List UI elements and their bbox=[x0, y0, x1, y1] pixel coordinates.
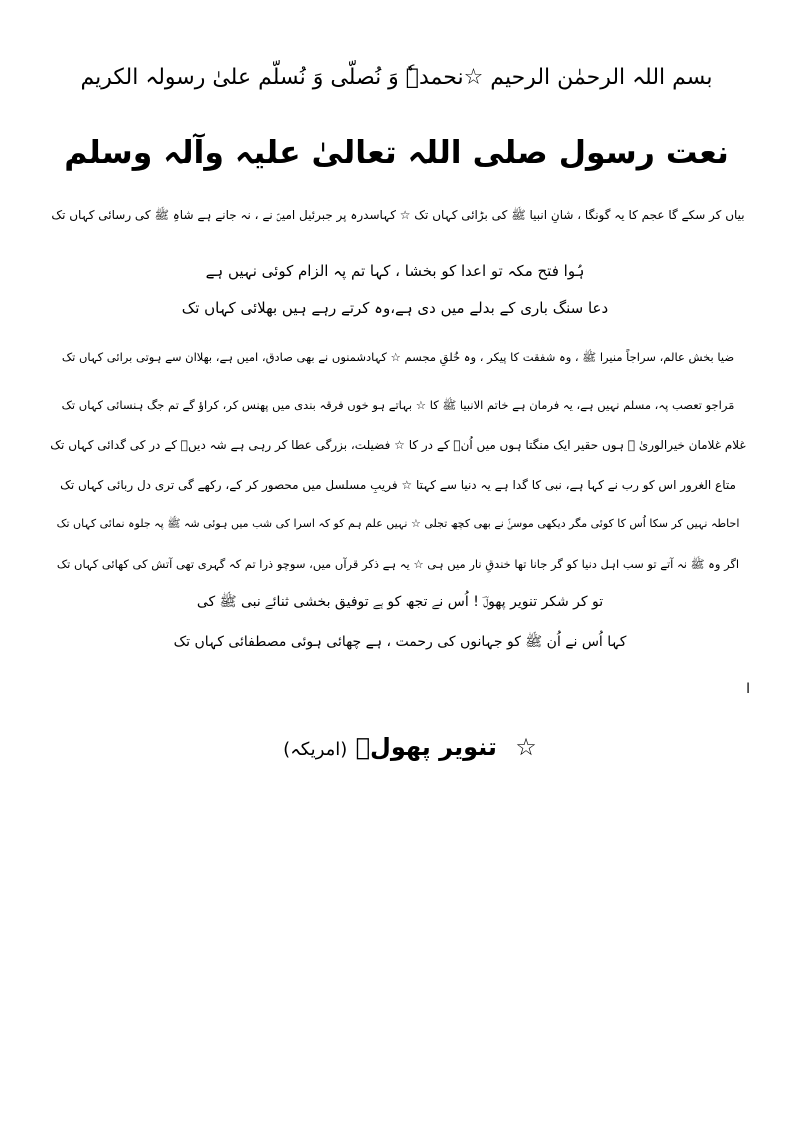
basmala-heading: بسم اللہ الرحمٰن الرحیم ☆نحمدہٗ وَ نُصلّی وَ نُسلّم علیٰ رسولہ الکریم bbox=[80, 65, 713, 90]
verse-line: ضیا بخش عالم، سراجاً منیرا ﷺ ، وہ شفقت کا پیکر ، وہ خُلقِ مجسم ☆ کہادشمنوں نے بھی صادق، امیں ہے، بھلاان سے ہوتی برائی کہاں تک bbox=[61, 350, 735, 364]
document-title: نعت رسول صلی اللہ تعالیٰ علیہ وآلہ وسلم bbox=[64, 135, 729, 171]
poet-signature bbox=[260, 725, 560, 772]
verse-line: کہا اُس نے اُن ﷺ کو جہانوں کی رحمت ، ہے چھائی ہوئی مصطفائی کہاں تک bbox=[173, 634, 627, 650]
star-icon: ☆ bbox=[515, 733, 537, 761]
poet-country: (امریکہ) bbox=[283, 739, 348, 760]
verse-line: مَراجو تعصب پہ، مسلم نہیں ہے، یہ فرمان ہے خاتم الانبیا ﷺ کا ☆ بہاتے ہو خوں فرقہ بندی میں پھنس کر، کراؤ گے تم جگ ہنسائی کہاں تک bbox=[61, 398, 735, 412]
verse-line: متاع الغرور اس کو رب نے کہا ہے، نبی کا گدا ہے یہ دنیا سے کہتا ☆ فریبِ مسلسل میں محصور کر کے، رکھے گی تری دل ربائی کہاں تک bbox=[60, 478, 736, 492]
verse-line: غلام غلامان خیرالوریٰ ﷺ ہوں حقیر ایک منگتا ہوں میں اُنؐ کے در کا ☆ فضیلت، بزرگی عطا کر رہی ہے شہ دیںؐ کے در کی گدائی کہاں تک bbox=[50, 438, 746, 452]
verse-line: دعا سنگ باری کے بدلے میں دی ہے،وہ کرتے رہے ہیں بھلائی کہاں تک bbox=[181, 299, 609, 317]
verse-line: بیاں کر سکے گا عجم کا یہ گونگا ، شانِ انبیا ﷺ کی بڑائی کہاں تک ☆ کہاسدرہ پر جبرئیل امیںؑ نے ، نہ جانے ہے شاہِ ﷺ کی رسائی کہاں تک bbox=[51, 208, 745, 222]
verse-line: احاطہ نہیں کر سکا اُس کا کوئی مگر دیکھی موسیٰؑ نے بھی کچھ تجلی ☆ نہیں علم ہم کو کہ اسرا کی شب میں ہوئی شہ ﷺ پہ جلوہ نمائی کہاں تک bbox=[56, 517, 740, 530]
verse-line: تو کر شکر تنویر پھولؔ ! اُس نے تجھ کو ہے توفیق بخشی ثنائے نبی ﷺ کی bbox=[196, 594, 604, 610]
verse-line: ہُوا فتح مکہ تو اعدا کو بخشا ، کہا تم پہ الزام کوئی نہیں ہے bbox=[205, 262, 585, 280]
verse-line-fragment: ا bbox=[746, 681, 750, 697]
verse-line: اگر وہ ﷺ نہ آتے تو سب اہل دنیا کو گر جانا تھا خندقِ نار میں ہی ☆ یہ ہے ذکر قرآں میں، سوچو ذرا تم کہ گہری تھی آتش کی کھائی کہاں تک bbox=[56, 557, 740, 571]
poet-name: تنویر پھولؔ bbox=[355, 733, 497, 761]
